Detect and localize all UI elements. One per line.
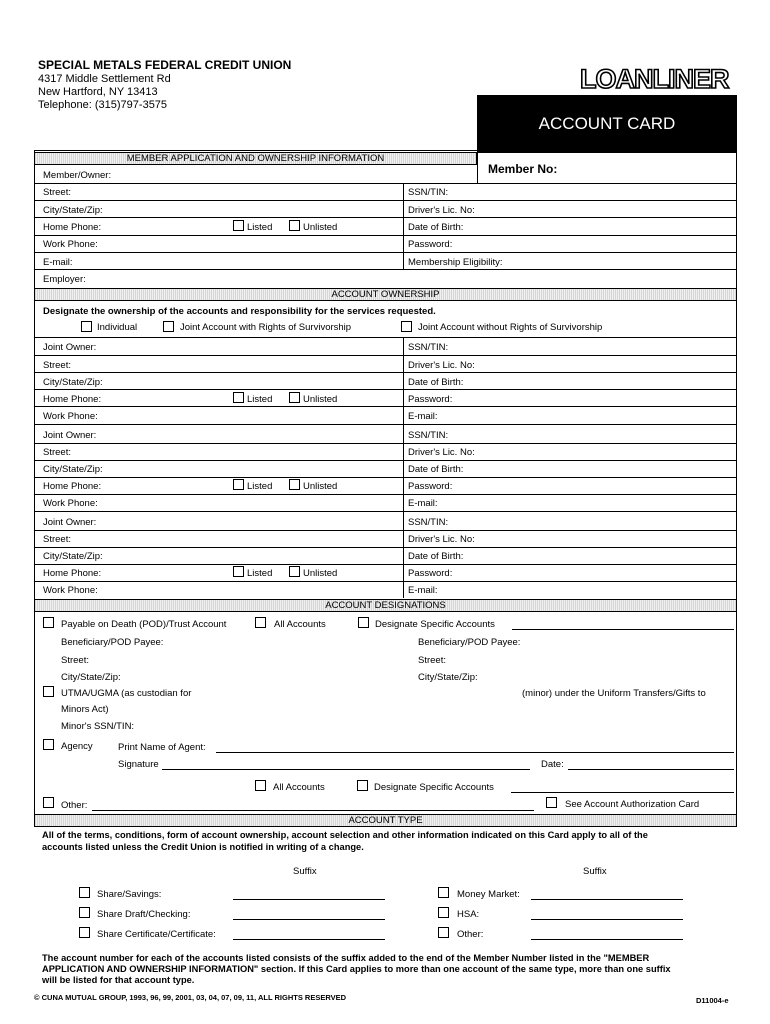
agency-checkbox[interactable] (43, 739, 54, 750)
beneficiary-1-label: Beneficiary/POD Payee: (61, 637, 164, 648)
pod-specific-checkbox[interactable] (358, 617, 369, 628)
member-ssn-label: SSN/TIN: (408, 187, 449, 198)
ownership-designate-text: Designate the ownership of the accounts and responsibility for the services requested. (43, 306, 436, 317)
loanliner-logo (580, 62, 738, 94)
utma-checkbox[interactable] (43, 686, 54, 697)
share-draft-suffix-line[interactable] (233, 919, 385, 920)
joint-owner-3-listed-label: Listed (247, 568, 273, 579)
beneficiary-2-city-label: City/State/Zip: (418, 672, 478, 683)
agent-name-label: Print Name of Agent: (118, 742, 206, 753)
minor-ssn-label: Minor's SSN/TIN: (61, 721, 135, 732)
beneficiary-1-street-label: Street: (61, 655, 89, 666)
agency-specific-label: Designate Specific Accounts (374, 782, 494, 793)
share-draft-checkbox[interactable] (79, 907, 90, 918)
member-owner-label: Member/Owner: (43, 170, 112, 181)
agency-all-accounts-checkbox[interactable] (255, 780, 266, 791)
member-password-label: Password: (408, 239, 453, 250)
joint-owner-2-unlisted-label: Unlisted (303, 481, 338, 492)
member-listed-checkbox[interactable] (233, 220, 244, 231)
joint-owner-3-work-phone-label: Work Phone: (43, 585, 98, 596)
utma-label: UTMA/UGMA (as custodian for (61, 688, 192, 699)
agency-label: Agency (61, 741, 93, 752)
joint-owner-3-home-phone-label: Home Phone: (43, 568, 102, 579)
hsa-suffix-line[interactable] (531, 919, 683, 920)
joint-owner-1-password-label: Password: (408, 394, 453, 405)
joint-owner-1-home-phone-label: Home Phone: (43, 394, 102, 405)
individual-checkbox[interactable] (81, 321, 92, 332)
joint-owner-2-street-label: Street: (43, 447, 71, 458)
joint-owner-1-label: Joint Owner: (43, 342, 97, 353)
joint-owner-2-drivers-lic-label: Driver's Lic. No: (408, 447, 475, 458)
joint-owner-2-listed-checkbox[interactable] (233, 479, 244, 490)
member-home-phone-label: Home Phone: (43, 222, 102, 233)
joint-owner-2-label: Joint Owner: (43, 430, 97, 441)
member-employer-label: Employer: (43, 274, 86, 285)
other-account-checkbox[interactable] (438, 927, 449, 938)
member-eligibility-label: Membership Eligibility: (408, 257, 503, 268)
see-auth-label: See Account Authorization Card (565, 799, 700, 810)
signature-date-label: Date: (541, 759, 564, 770)
joint-owner-3-password-label: Password: (408, 568, 453, 579)
joint-owner-1-listed-checkbox[interactable] (233, 392, 244, 403)
other-designation-checkbox[interactable] (43, 797, 54, 808)
org-address-line2: New Hartford, NY 13413 (38, 86, 158, 98)
member-dob-label: Date of Birth: (408, 222, 464, 233)
org-address-line1: 4317 Middle Settlement Rd (38, 73, 171, 85)
joint-owner-2-home-phone-label: Home Phone: (43, 481, 102, 492)
joint-owner-3-listed-checkbox[interactable] (233, 566, 244, 577)
member-work-phone-label: Work Phone: (43, 239, 98, 250)
joint-owner-3-unlisted-checkbox[interactable] (289, 566, 300, 577)
member-unlisted-label: Unlisted (303, 222, 338, 233)
share-cert-label: Share Certificate/Certificate: (97, 929, 216, 940)
joint-owner-1-listed-label: Listed (247, 394, 273, 405)
ownership-heading: ACCOUNT OWNERSHIP (34, 288, 737, 301)
pod-all-accounts-label: All Accounts (274, 619, 326, 630)
suffix-note-line-3: will be listed for that account type. (42, 975, 195, 985)
joint-owner-3-city-label: City/State/Zip: (43, 551, 103, 562)
signature-label: Signature (118, 759, 159, 770)
member-unlisted-checkbox[interactable] (289, 220, 300, 231)
money-market-checkbox[interactable] (438, 887, 449, 898)
joint-without-label: Joint Account without Rights of Survivorship (418, 322, 603, 333)
member-street-label: Street: (43, 187, 71, 198)
pod-checkbox[interactable] (43, 617, 54, 628)
beneficiary-2-street-label: Street: (418, 655, 446, 666)
beneficiary-1-city-label: City/State/Zip: (61, 672, 121, 683)
agency-all-accounts-label: All Accounts (273, 782, 325, 793)
suffix-note-line-2: APPLICATION AND OWNERSHIP INFORMATION" section. If this Card applies to more than one account of the same type, more than one suffix (42, 964, 671, 974)
joint-without-checkbox[interactable] (401, 321, 412, 332)
agency-specific-accounts-line[interactable] (511, 792, 734, 793)
other-account-label: Other: (457, 929, 484, 940)
joint-owner-2-email-label: E-mail: (408, 498, 438, 509)
joint-owner-2-work-phone-label: Work Phone: (43, 498, 98, 509)
suffix-left-header: Suffix (293, 866, 317, 877)
joint-owner-1-dob-label: Date of Birth: (408, 377, 464, 388)
pod-all-accounts-checkbox[interactable] (255, 617, 266, 628)
joint-owner-3-ssn-label: SSN/TIN: (408, 517, 449, 528)
beneficiary-2-label: Beneficiary/POD Payee: (418, 637, 521, 648)
joint-rights-checkbox[interactable] (163, 321, 174, 332)
designations-heading: ACCOUNT DESIGNATIONS (34, 599, 737, 612)
pod-label: Payable on Death (POD)/Trust Account (61, 619, 227, 630)
logo-text: LOANLINER (580, 64, 729, 94)
member-drivers-lic-label: Driver's Lic. No: (408, 205, 475, 216)
agent-name-line[interactable] (216, 752, 734, 753)
hsa-checkbox[interactable] (438, 907, 449, 918)
joint-owner-2-city-label: City/State/Zip: (43, 464, 103, 475)
account-type-heading: ACCOUNT TYPE (34, 814, 737, 827)
member-no-label: Member No: (488, 162, 558, 176)
other-designation-line[interactable] (92, 810, 534, 811)
suffix-note-line-1: The account number for each of the accounts listed consists of the suffix added to the end of the Member Number listed in the "MEMBER (42, 953, 650, 963)
joint-owner-3-street-label: Street: (43, 534, 71, 545)
joint-owner-2-unlisted-checkbox[interactable] (289, 479, 300, 490)
joint-owner-2-password-label: Password: (408, 481, 453, 492)
money-market-label: Money Market: (457, 889, 520, 900)
other-account-suffix-line[interactable] (531, 939, 683, 940)
org-phone: Telephone: (315)797-3575 (38, 99, 168, 111)
org-name: SPECIAL METALS FEDERAL CREDIT UNION (38, 58, 292, 72)
member-email-label: E-mail: (43, 257, 73, 268)
suffix-right-header: Suffix (583, 866, 607, 877)
joint-owner-3-drivers-lic-label: Driver's Lic. No: (408, 534, 475, 545)
minor-transfers-text: (minor) under the Uniform Transfers/Gifts to (522, 688, 706, 699)
joint-owner-3-label: Joint Owner: (43, 517, 97, 528)
account-card-title: ACCOUNT CARD (477, 95, 737, 153)
other-designation-label: Other: (61, 800, 88, 811)
joint-rights-label: Joint Account with Rights of Survivorship (180, 322, 352, 333)
share-cert-checkbox[interactable] (79, 927, 90, 938)
joint-owner-2-ssn-label: SSN/TIN: (408, 430, 449, 441)
joint-owner-1-street-label: Street: (43, 360, 71, 371)
hsa-label: HSA: (457, 909, 480, 920)
joint-owner-1-city-label: City/State/Zip: (43, 377, 103, 388)
form-number: D11004-e (696, 996, 729, 1005)
individual-label: Individual (97, 322, 138, 333)
member-section-heading: MEMBER APPLICATION AND OWNERSHIP INFORMATION (34, 152, 477, 165)
share-savings-checkbox[interactable] (79, 887, 90, 898)
joint-owner-1-unlisted-checkbox[interactable] (289, 392, 300, 403)
signature-line[interactable] (162, 769, 530, 770)
pod-specific-accounts-line[interactable] (512, 629, 734, 630)
joint-owner-3-unlisted-label: Unlisted (303, 568, 338, 579)
terms-line-2: accounts listed unless the Credit Union is notified in writing of a change. (42, 842, 364, 852)
agency-specific-checkbox[interactable] (357, 780, 368, 791)
joint-owner-2-listed-label: Listed (247, 481, 273, 492)
signature-date-line[interactable] (568, 769, 734, 770)
minors-act-label: Minors Act) (61, 704, 109, 715)
copyright: © CUNA MUTUAL GROUP, 1993, 96, 99, 2001, 03, 04, 07, 09, 11, ALL RIGHTS RESERVED (34, 993, 347, 1002)
joint-owner-1-drivers-lic-label: Driver's Lic. No: (408, 360, 475, 371)
share-cert-suffix-line[interactable] (233, 939, 385, 940)
terms-line-1: All of the terms, conditions, form of account ownership, account selection and other information indicated on this Card apply to all of the (42, 830, 648, 840)
joint-owner-3-dob-label: Date of Birth: (408, 551, 464, 562)
joint-owner-3-email-label: E-mail: (408, 585, 438, 596)
member-city-label: City/State/Zip: (43, 205, 103, 216)
joint-owner-1-ssn-label: SSN/TIN: (408, 342, 449, 353)
joint-owner-1-work-phone-label: Work Phone: (43, 411, 98, 422)
money-market-suffix-line[interactable] (531, 899, 683, 900)
joint-owner-1-email-label: E-mail: (408, 411, 438, 422)
share-savings-suffix-line[interactable] (233, 899, 385, 900)
joint-owner-1-unlisted-label: Unlisted (303, 394, 338, 405)
see-auth-checkbox[interactable] (546, 797, 557, 808)
share-savings-label: Share/Savings: (97, 889, 162, 900)
member-listed-label: Listed (247, 222, 273, 233)
pod-specific-label: Designate Specific Accounts (375, 619, 495, 630)
share-draft-label: Share Draft/Checking: (97, 909, 191, 920)
joint-owner-2-dob-label: Date of Birth: (408, 464, 464, 475)
